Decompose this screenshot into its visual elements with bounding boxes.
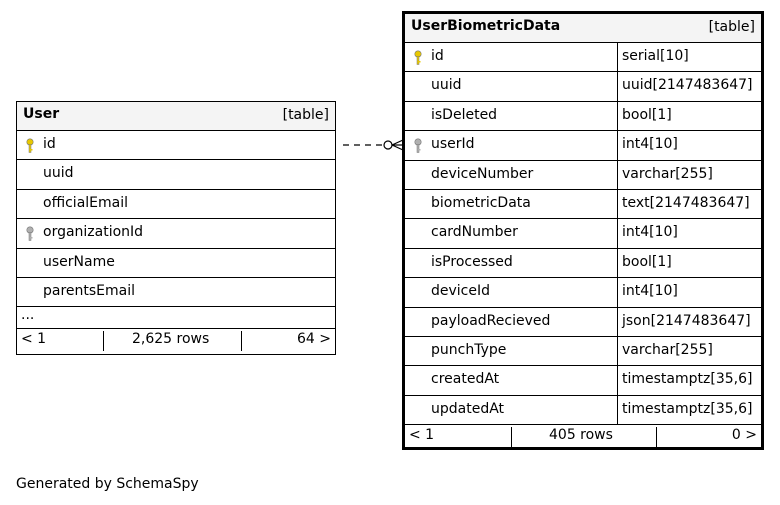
column-type: bool[1] [617, 102, 761, 130]
column-type: int4[10] [617, 219, 761, 247]
column-name[interactable]: parentsEmail [43, 282, 136, 299]
primary-key-icon [25, 138, 35, 154]
column-row-userName[interactable] [17, 249, 335, 278]
column-row-isDeleted[interactable] [405, 102, 761, 131]
user-table-header[interactable] [17, 102, 335, 131]
column-row-cardNumber[interactable] [405, 219, 761, 248]
prev-page-link[interactable]: < 1 [409, 427, 435, 444]
table-name[interactable]: UserBiometricData [411, 18, 561, 34]
column-type: int4[10] [617, 131, 761, 159]
column-row-parentsEmail[interactable] [17, 278, 335, 307]
next-page-link[interactable]: 0 > [731, 427, 757, 444]
column-row-isProcessed[interactable] [405, 249, 761, 278]
column-type: varchar[255] [617, 337, 761, 365]
column-name[interactable]: deviceNumber [431, 165, 534, 182]
row-count: 405 rows [549, 427, 613, 444]
column-name[interactable]: userId [431, 136, 475, 153]
column-row-payloadRecieved[interactable] [405, 308, 761, 337]
divider [511, 427, 512, 447]
next-page-link[interactable]: 64 > [297, 331, 331, 348]
table-kind: [table] [708, 19, 755, 35]
column-row-updatedAt[interactable] [405, 396, 761, 425]
column-name[interactable]: isDeleted [431, 106, 498, 123]
column-row-deviceNumber[interactable] [405, 161, 761, 190]
column-name[interactable]: organizationId [43, 224, 144, 241]
column-type: bool[1] [617, 249, 761, 277]
foreign-key-icon [25, 226, 35, 242]
generator-credit: Generated by SchemaSpy [16, 476, 199, 492]
column-name[interactable]: biometricData [431, 194, 531, 211]
more-columns: ... [17, 307, 335, 329]
table-kind: [table] [282, 107, 329, 123]
column-type: json[2147483647] [617, 308, 761, 336]
user-biometric-data-table[interactable] [402, 11, 764, 450]
column-name[interactable]: userName [43, 253, 115, 270]
table-footer [17, 329, 335, 351]
column-name[interactable]: id [43, 136, 56, 152]
column-row-biometricData[interactable] [405, 190, 761, 219]
primary-key-icon [413, 50, 423, 66]
foreign-key-icon [413, 138, 423, 154]
table-footer [405, 425, 761, 447]
user-table[interactable] [16, 101, 336, 355]
column-name[interactable]: uuid [43, 165, 74, 182]
column-name[interactable]: id [431, 48, 444, 64]
divider [241, 331, 242, 351]
optional-marker [384, 141, 392, 149]
column-row-userId[interactable] [405, 131, 761, 160]
column-row-deviceId[interactable] [405, 278, 761, 307]
table-name[interactable]: User [23, 106, 60, 122]
column-type: uuid[2147483647] [617, 72, 761, 100]
divider [103, 331, 104, 351]
column-row-organizationId[interactable] [17, 219, 335, 248]
divider [656, 427, 657, 447]
column-name[interactable]: deviceId [431, 283, 491, 300]
column-name[interactable]: createdAt [431, 371, 500, 388]
column-name[interactable]: updatedAt [431, 400, 505, 417]
column-type: serial[10] [617, 43, 761, 71]
column-type: text[2147483647] [617, 190, 761, 218]
column-type: timestamptz[35,6] [617, 366, 761, 394]
column-row-officialEmail[interactable] [17, 190, 335, 219]
column-row-uuid[interactable] [405, 72, 761, 101]
prev-page-link[interactable]: < 1 [21, 331, 47, 348]
row-count: 2,625 rows [132, 331, 210, 348]
column-row-id[interactable] [405, 43, 761, 72]
column-name[interactable]: uuid [431, 77, 462, 94]
column-name[interactable]: punchType [431, 341, 507, 358]
column-name[interactable]: isProcessed [431, 253, 513, 270]
column-row-id[interactable] [17, 131, 335, 160]
column-row-createdAt[interactable] [405, 366, 761, 395]
user-biometric-data-table-header[interactable] [405, 14, 761, 43]
column-type: int4[10] [617, 278, 761, 306]
column-name[interactable]: payloadRecieved [431, 312, 551, 329]
column-name[interactable]: cardNumber [431, 224, 518, 241]
column-type: varchar[255] [617, 161, 761, 189]
column-row-uuid[interactable] [17, 160, 335, 189]
column-row-punchType[interactable] [405, 337, 761, 366]
column-type: timestamptz[35,6] [617, 396, 761, 424]
column-name[interactable]: officialEmail [43, 194, 128, 211]
